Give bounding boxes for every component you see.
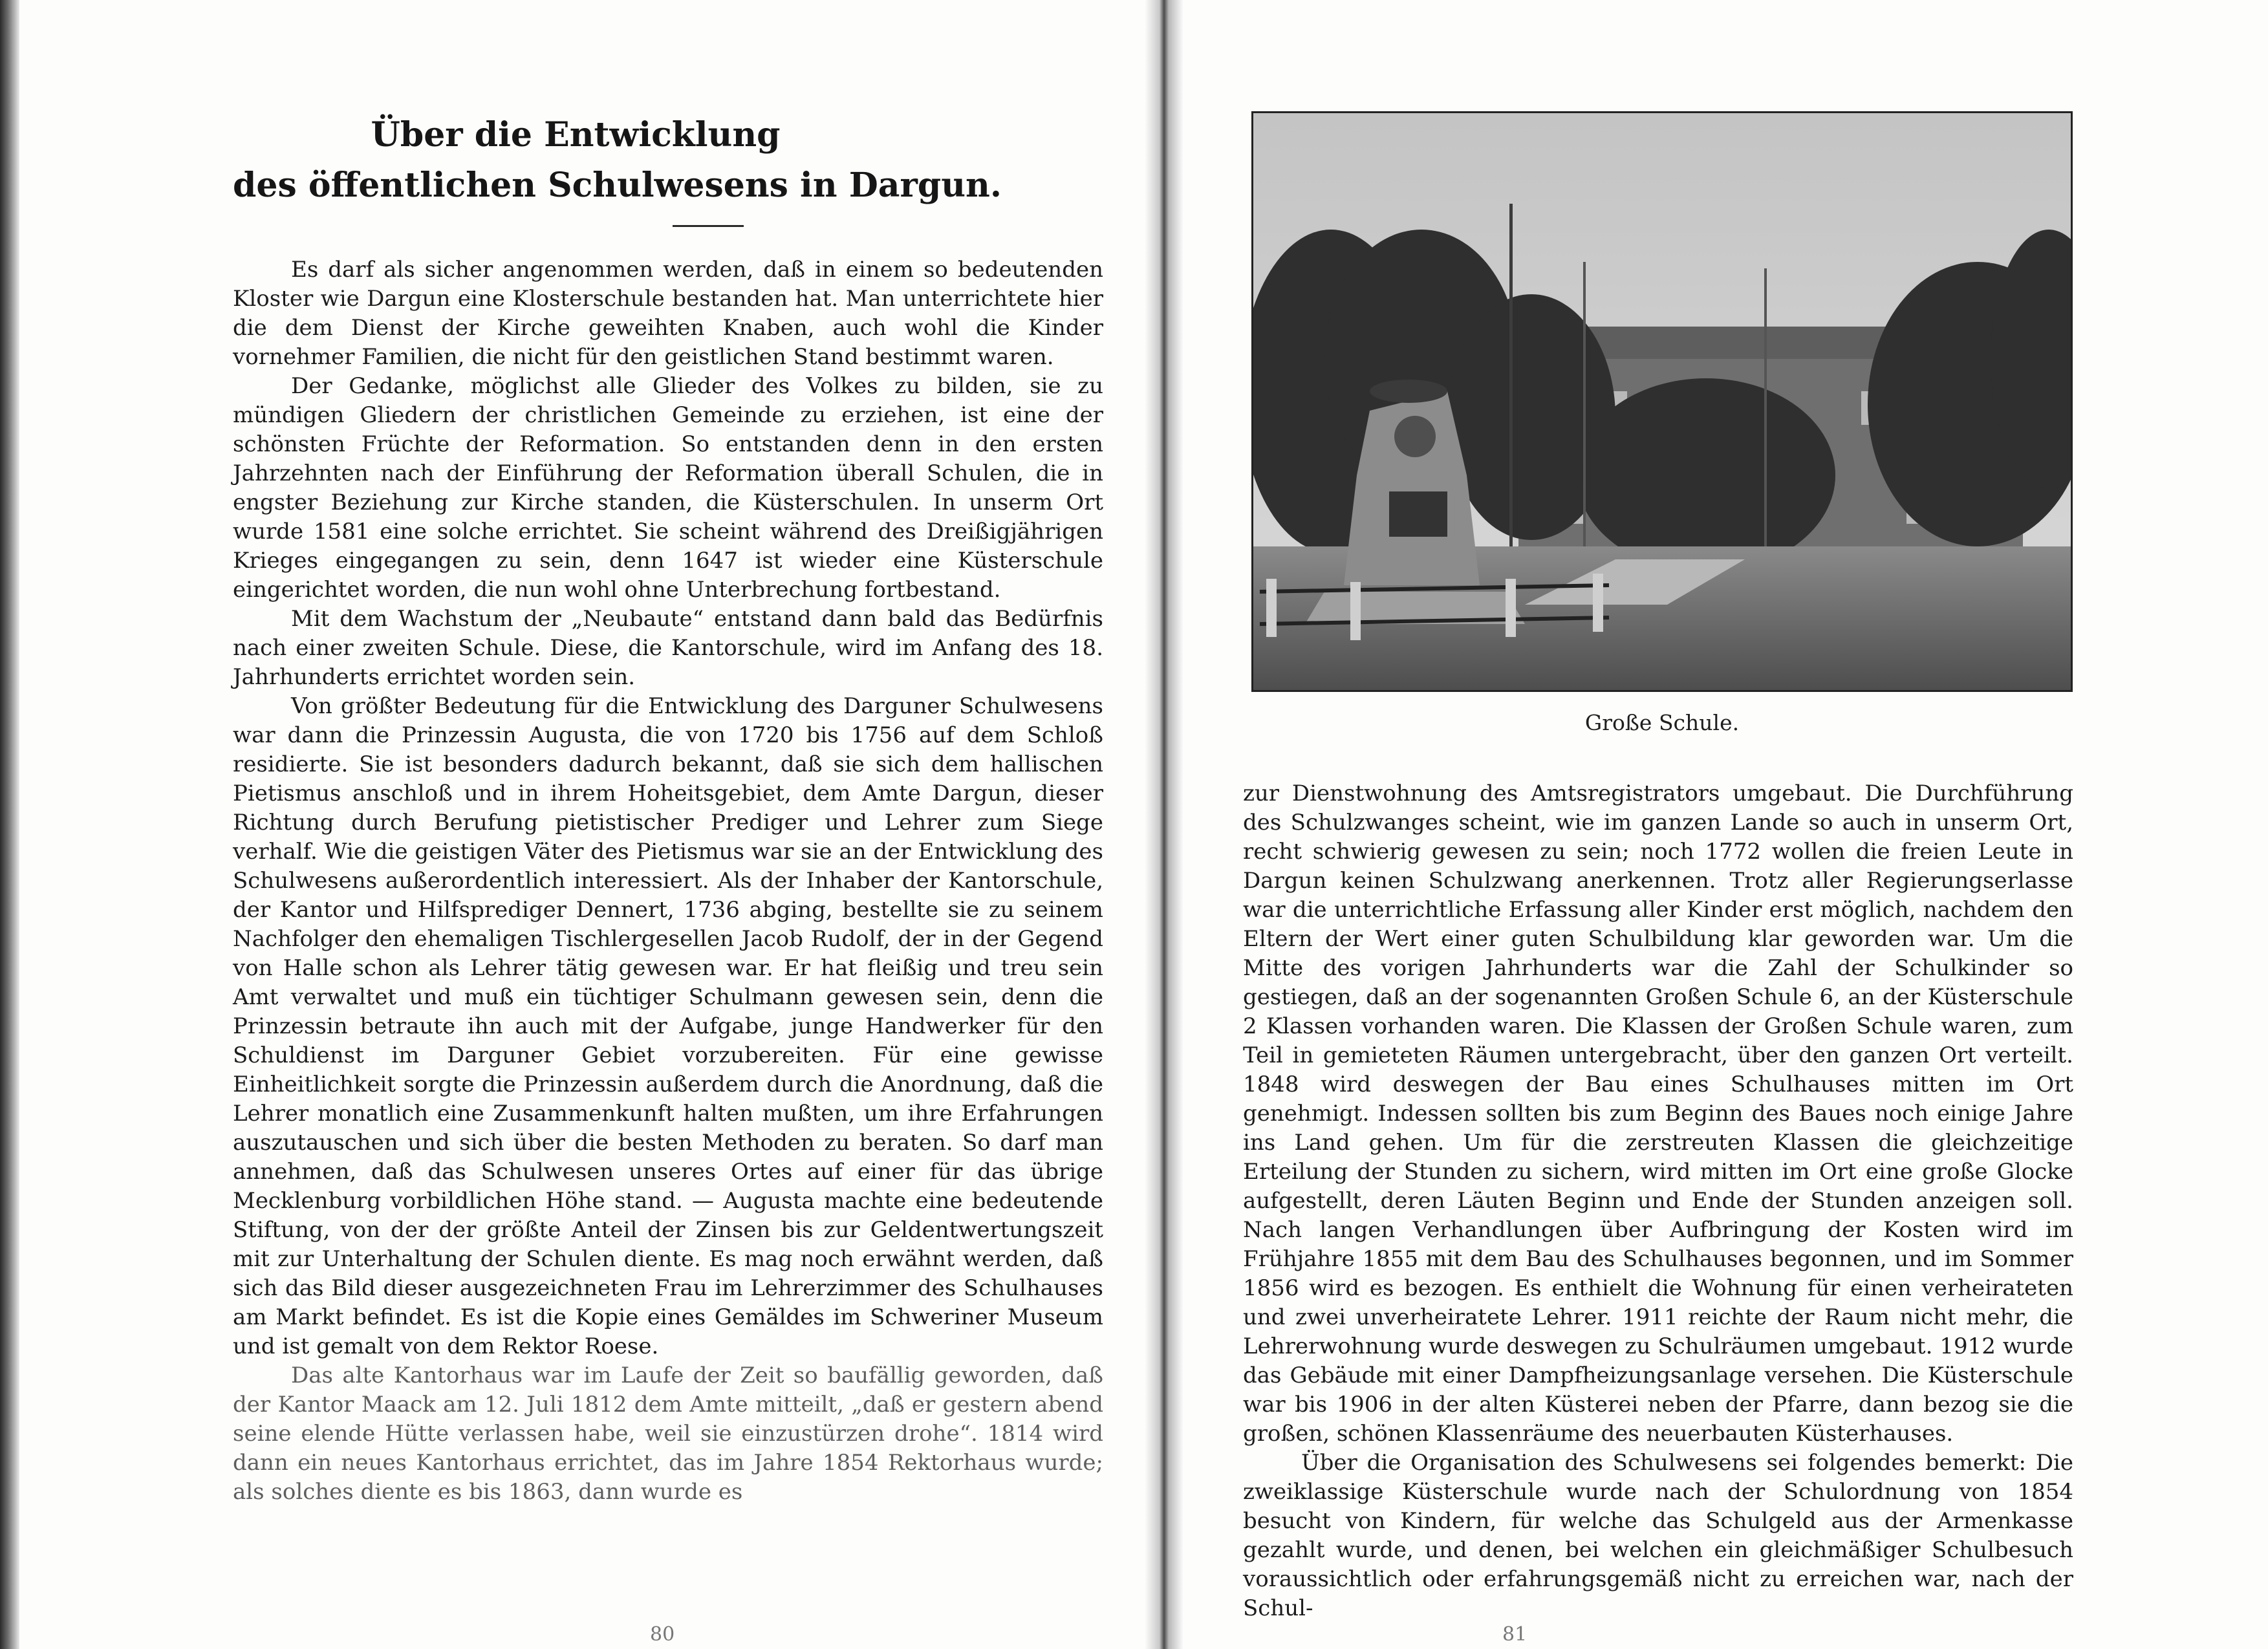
page-number-left: 80 (650, 1623, 675, 1646)
right-page (1183, 0, 2268, 1649)
school-photo (1251, 111, 2073, 692)
paragraph: Von größter Bedeutung für die Entwicklung des Darguner Schulwesens war dann die Prinzessin Augusta, die von 1720 bis 1756 auf dem Schloß residierte. Sie ist besonders dadurch bekannt, daß sie sich dem hallischen Pietismus anschloß und in ihrem Hoheitsgebiet, dem Amte Dargun, dieser Richtung durch Berufung pietistischer Prediger und Lehrer zum Siege verhalf. Wie die geistigen Väter des Pietismus war sie an der Entwicklung des Schulwesens außerordentlich interessiert. Als der Inhaber der Kantorschule, der Kantor und Hilfsprediger Dennert, 1736 abging, bestellte sie zu seinem Nachfolger den ehemaligen Tischlergesellen Jacob Rudolf, der in der Gegend von Halle schon als Lehrer tätig gewesen war. Er hat fleißig und treu sein Amt verwaltet und muß ein tüchtiger Schulmann gewesen sein, denn die Prinzessin betraute ihn auch mit der Aufgabe, junge Handwerker für den Schuldienst im Darguner Gebiet vorzubereiten. Für eine gewisse Einheitlichkeit sorgte die Prinzessin außerdem durch die Anordnung, daß die Lehrer monatlich eine Zusammenkunft halten mußten, um ihre Erfahrungen auszutauschen und sich über die besten Methoden zu beraten. So darf man annehmen, daß das Schulwesen unseres Ortes auf einer für das übrige Mecklenburg vorbildlichen Höhe stand. — Augusta machte eine bedeutende Stiftung, von der der größte Anteil der Zinsen bis zur Geldentwertungszeit mit zur Unterhaltung der Schulen diente. Es mag noch erwähnt werden, daß sich das Bild dieser ausgezeichneten Frau im Lehrerzimmer des Schulhauses am Markt befindet. Es ist die Kopie eines Gemäldes im Schweriner Museum und ist gemalt von dem Rektor Roese. (233, 693, 1103, 1359)
paragraph: Über die Organisation des Schulwesens sei folgendes bemerkt: Die zweiklassige Küsterschule wurde nach der Schulordnung von 1854 besucht von Kindern, für welche das Schulgeld aus der Armenkasse gezahlt wurde, und denen, bei welchen ein gleichmäßiger Schulbesuch voraussichtlich oder erfahrungsgemäß nicht zu erreichen war, nach der Schul- (1243, 1450, 2073, 1621)
chapter-title (233, 110, 1002, 211)
title-divider (673, 225, 744, 227)
book-edge (0, 0, 19, 1649)
paragraph: zur Dienstwohnung des Amtsregistrators umgebaut. Die Durchführung des Schulzwanges scheint, wie im ganzen Lande so auch in unserm Ort, recht schwierig gewesen zu sein; noch 1772 wollen die freien Leute in Dargun keinen Schulzwang anerkennen. Trotz aller Regierungserlasse war die unterrichtliche Erfassung aller Kinder erst möglich, nachdem den Eltern der Wert einer guten Schulbildung klar geworden war. Um die Mitte des vorigen Jahrhunderts war die Zahl der Schulkinder so gestiegen, daß an der sogenannten Großen Schule 6, an der Küsterschule 2 Klassen vorhanden waren. Die Klassen der Großen Schule waren, zum Teil in gemieteten Räumen untergebracht, über den ganzen Ort verteilt. 1848 wird deswegen der Bau eines Schulhauses mitten im Ort genehmigt. Indessen sollten bis zum Beginn des Baues noch einige Jahre ins Land gehen. Um für die zerstreuten Klassen die gleichzeitige Erteilung der Stunden zu sichern, wird mitten im Ort eine große Glocke aufgestellt, deren Läuten Beginn und Ende der Stunden anzeigen soll. Nach langen Verhandlungen über Aufbringung der Kosten wird im Frühjahre 1855 mit dem Bau des Schulhauses begonnen, und im Sommer 1856 wird es bezogen. Es enthielt die Wohnung für einen verheirateten und zwei unverheiratete Lehrer. 1911 reichte der Raum nicht mehr, die Lehrerwohnung wurde deswegen zu Schulräumen umgebaut. 1912 wurde das Gebäude mit einer Dampfheizungsanlage versehen. Die Küsterschule war bis 1906 in der alten Küsterei neben der Pfarre, dann bezog sie die großen, schönen Klassenräume des neuerbauten Küsterhauses. (1243, 781, 2073, 1447)
left-page (19, 0, 1145, 1649)
title-line-2: des öffentlichen Schulwesens in Dargun. (233, 166, 1002, 205)
paragraph: Das alte Kantorhaus war im Laufe der Zeit so baufällig geworden, daß der Kantor Maack am 12. Juli 1812 dem Amte mitteilt, „daß er gestern abend seine elende Hütte verlassen habe, weil sie einzustürzen drohe“. 1814 wird dann ein neues Kantorhaus errichtet, das im Jahre 1854 Rektorhaus wurde; als solches diente es bis 1863, dann wurde es (233, 1363, 1103, 1505)
book-gutter (1145, 0, 1183, 1649)
photo-caption: Große Schule. (1584, 710, 1740, 735)
paragraph: Es darf als sicher angenommen werden, daß in einem so bedeutenden Kloster wie Dargun eine Klosterschule bestanden hat. Man unterrichtete hier die dem Dienst der Kirche geweihten Knaben, auch wohl die Kinder vornehmer Familien, die nicht für den geistlichen Stand bestimmt waren. (233, 257, 1103, 370)
title-line-1: Über die Entwicklung (371, 115, 781, 155)
page-number-right: 81 (1502, 1623, 1528, 1646)
paragraph: Der Gedanke, möglichst alle Glieder des Volkes zu bilden, sie zu mündigen Gliedern der christlichen Gemeinde zu erziehen, ist eine der schönsten Früchte der Reformation. So entstanden denn in den ersten Jahrzehnten nach der Einführung der Reformation überall Schulen, die in engster Beziehung zur Kirche standen, die Küsterschulen. In unserm Ort wurde 1581 eine solche errichtet. Sie scheint während des Dreißigjährigen Krieges eingegangen zu sein, denn 1647 ist wieder eine Küsterschule eingerichtet worden, die nun wohl ohne Unterbrechung fortbestand. (233, 373, 1103, 603)
paragraph: Mit dem Wachstum der „Neubaute“ entstand dann bald das Bedürfnis nach einer zweiten Schule. Diese, die Kantorschule, wird im Anfang des 18. Jahrhunderts errichtet worden sein. (233, 606, 1103, 690)
left-body-text (233, 255, 1103, 1507)
school-photo-image (1253, 113, 2071, 690)
right-body-text (1243, 779, 2073, 1623)
